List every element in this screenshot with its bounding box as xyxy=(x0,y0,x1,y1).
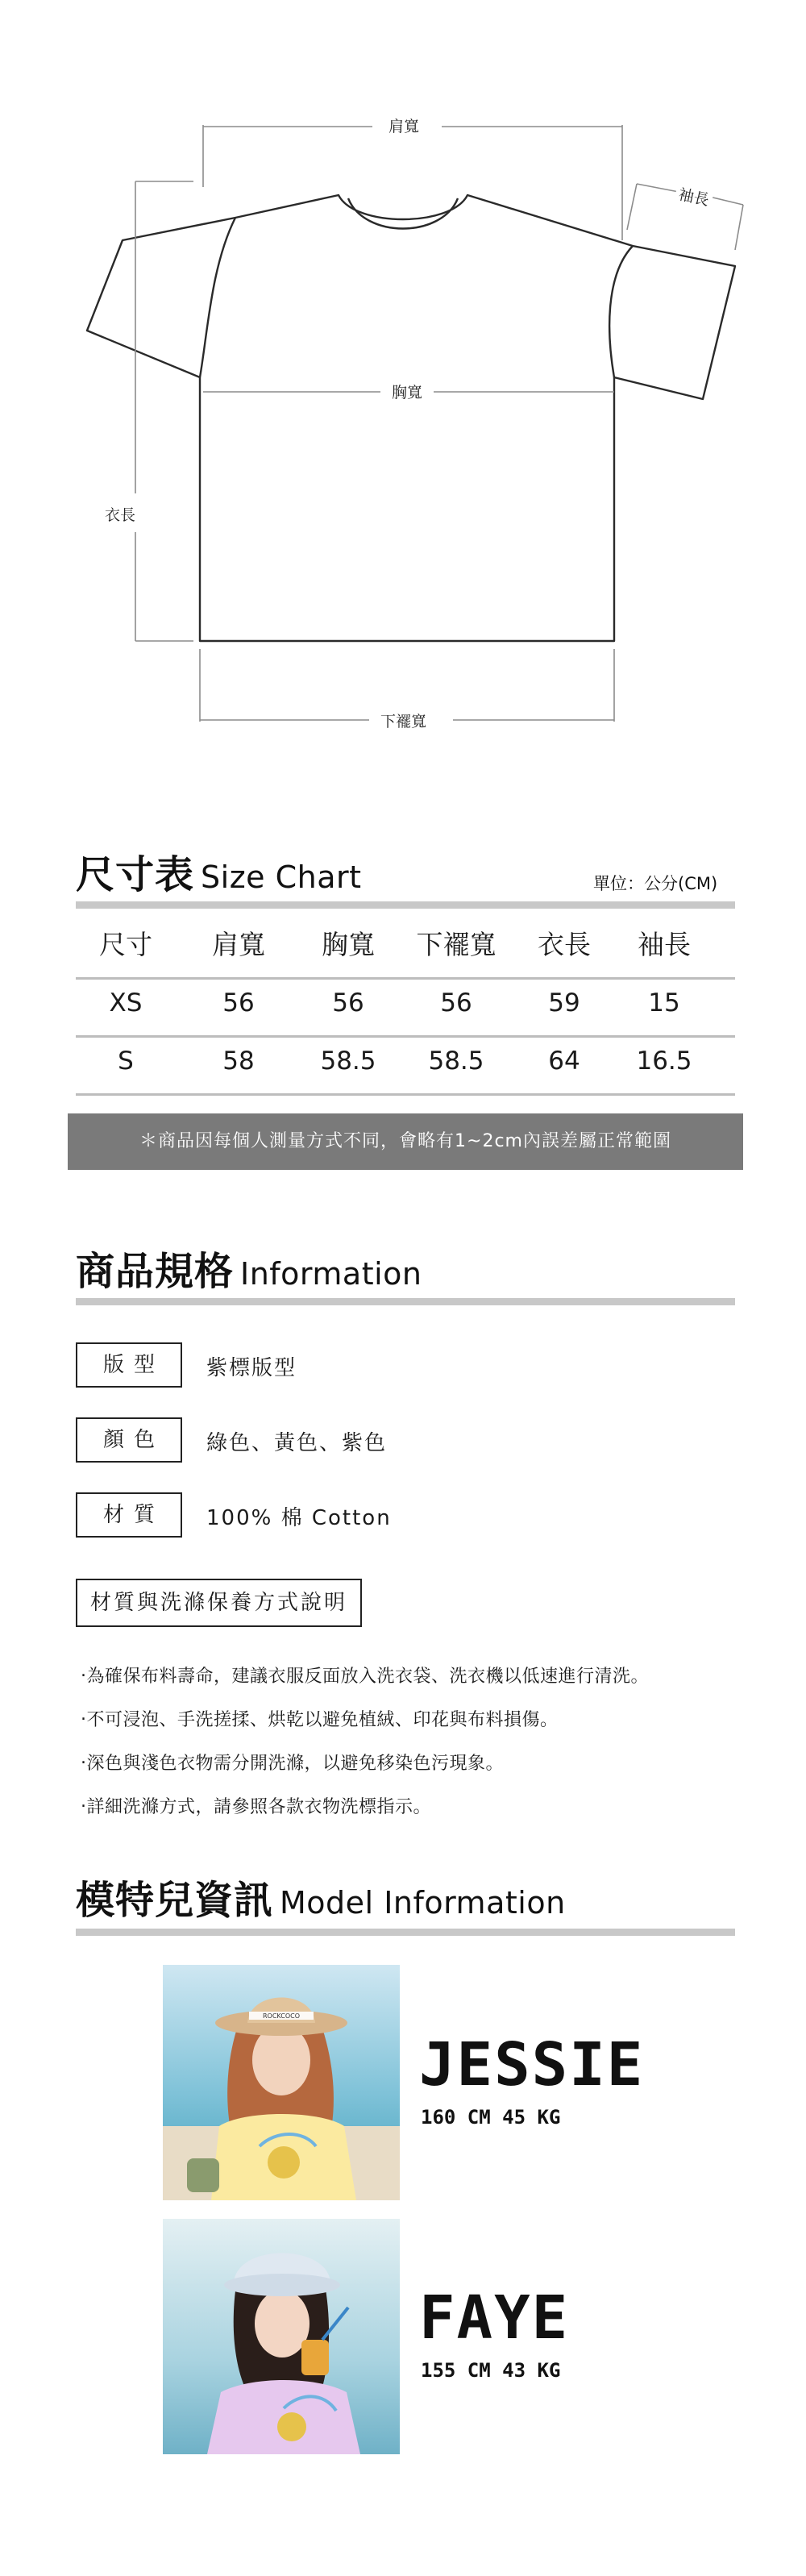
table-cell: 56 xyxy=(222,988,255,1017)
table-cell: 15 xyxy=(648,988,680,1017)
header-cell: 尺寸 xyxy=(99,929,152,960)
size-chart-title: 尺寸表 Size Chart xyxy=(76,852,362,897)
care-instructions-title: 材質與洗滌保養方式說明 xyxy=(76,1579,362,1627)
size-table xyxy=(76,901,735,1105)
list-item: ‧為確保布料壽命，建議衣服反面放入洗衣袋、洗衣機以低速進行清洗。 xyxy=(81,1667,649,1687)
header-cell: 袖長 xyxy=(638,929,691,960)
table-cell: 64 xyxy=(548,1047,580,1076)
spec-key: 材質 xyxy=(76,1492,182,1538)
hat-brand-text: ROCKCOCO xyxy=(262,2012,301,2020)
body-length-label: 衣長 xyxy=(102,503,139,525)
model-photo-faye xyxy=(163,2219,400,2454)
model-photo-image xyxy=(163,2219,400,2454)
table-cell: 58.5 xyxy=(428,1047,484,1076)
size-cell: S xyxy=(118,1047,134,1076)
model-heading xyxy=(76,1869,566,1925)
chest-width-label: 胸寬 xyxy=(388,381,426,402)
spec-value: 綠色、黃色、紫色 xyxy=(206,1431,388,1455)
information-heading xyxy=(76,1240,422,1296)
table-cell: 56 xyxy=(440,988,472,1017)
table-cell: 16.5 xyxy=(636,1047,692,1076)
tshirt-measurement-diagram xyxy=(0,0,806,750)
information-title: 商品規格 Information xyxy=(76,1249,422,1294)
section-divider xyxy=(76,1929,735,1936)
unit-note: 單位：公分(CM) xyxy=(593,874,718,893)
table-cell: 58 xyxy=(222,1047,255,1076)
spec-value: 100% 棉 Cotton xyxy=(206,1506,392,1530)
section-divider xyxy=(76,1298,735,1305)
model-stats: 160 CM 45 KG xyxy=(421,2106,561,2129)
spec-row-material xyxy=(76,1492,182,1538)
spec-row-color xyxy=(76,1417,182,1463)
table-row xyxy=(76,1047,735,1087)
model-title: 模特兒資訊 Model Information xyxy=(76,1878,566,1923)
table-divider xyxy=(76,1035,735,1038)
table-cell: 56 xyxy=(332,988,364,1017)
spec-key: 版型 xyxy=(76,1342,182,1388)
table-divider xyxy=(76,1093,735,1096)
hem-width-label: 下襬寬 xyxy=(377,710,430,731)
sleeve-length-label: 袖長 xyxy=(674,182,715,211)
table-row xyxy=(76,988,735,1029)
model-name: FAYE xyxy=(419,2283,570,2353)
model-photo-image xyxy=(163,1965,400,2200)
size-table-header xyxy=(76,924,735,964)
header-cell: 衣長 xyxy=(538,929,591,960)
model-photo-jessie xyxy=(163,1965,400,2200)
header-cell: 胸寬 xyxy=(322,929,375,960)
list-item: ‧詳細洗滌方式，請參照各款衣物洗標指示。 xyxy=(81,1797,431,1817)
model-stats: 155 CM 43 KG xyxy=(421,2359,561,2382)
model-name: JESSIE xyxy=(419,2030,645,2100)
spec-key: 顏色 xyxy=(76,1417,182,1463)
shoulder-width-label: 肩寬 xyxy=(385,114,422,136)
list-item: ‧不可浸泡、手洗搓揉、烘乾以避免植絨、印花與布料損傷。 xyxy=(81,1710,559,1730)
table-cell: 58.5 xyxy=(320,1047,376,1076)
tshirt-outline-icon xyxy=(0,0,806,750)
header-cell: 肩寬 xyxy=(212,929,265,960)
measurement-note-banner: ＊商品因每個人測量方式不同，會略有1~2cm內誤差屬正常範圍 xyxy=(68,1113,743,1170)
table-divider xyxy=(76,977,735,980)
size-cell: XS xyxy=(109,988,143,1017)
care-list xyxy=(81,1663,742,1837)
spec-value: 紫標版型 xyxy=(206,1356,297,1380)
size-chart-heading xyxy=(76,843,362,899)
header-cell: 下襬寬 xyxy=(416,929,496,960)
spec-row-fit xyxy=(76,1342,182,1388)
list-item: ‧深色與淺色衣物需分開洗滌，以避免移染色污現象。 xyxy=(81,1754,504,1774)
table-cell: 59 xyxy=(548,988,580,1017)
